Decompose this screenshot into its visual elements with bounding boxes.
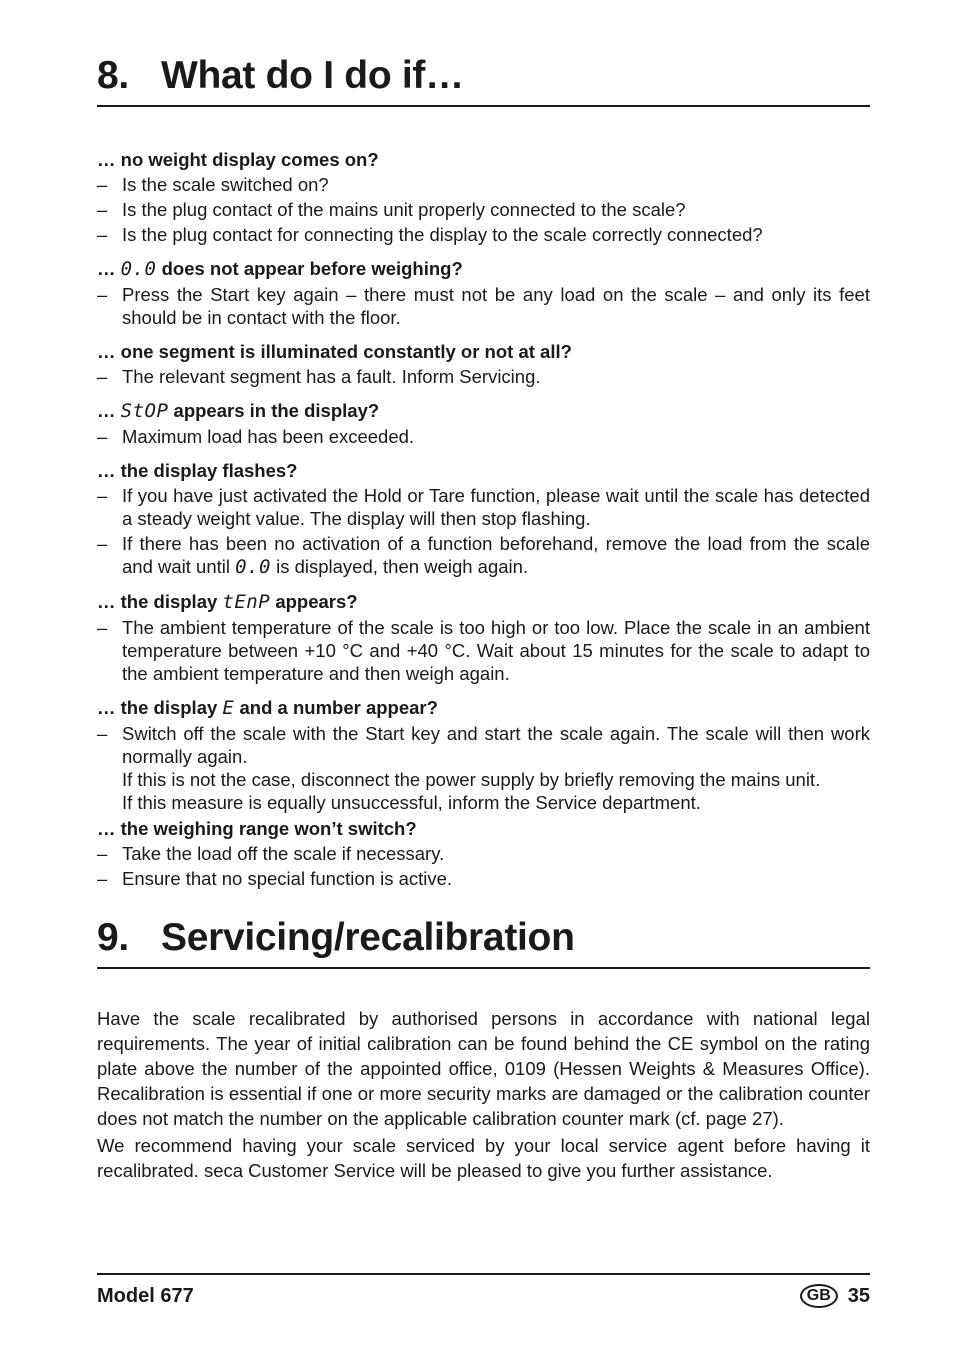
question: … the display flashes? (97, 460, 298, 481)
answer-item (97, 616, 870, 685)
answer-item (97, 867, 870, 890)
recalibration-paragraph: Have the scale recalibrated by authorised persons in accordance with national legal requirements. The year of initial calibration can be found behind the CE symbol on the rating plate above the number of the appointed office, 0109 (Hessen Weights & Measures Office). Recalibration is essential if one or more security marks are damaged or the calibration counter does not match the number on the applicable calibration counter mark (cf. page 27). (97, 1008, 870, 1129)
answer-fragment: Ensure that no special function is active. (122, 868, 453, 889)
dash-bullet: – (97, 366, 108, 387)
answer-text (122, 283, 870, 329)
answer-item (97, 842, 870, 865)
answer-text (122, 365, 870, 388)
page (97, 0, 870, 1183)
display-readout: E (222, 697, 235, 719)
answer-text (122, 484, 870, 530)
dash-bullet: – (97, 174, 108, 195)
question-text: appears? (270, 591, 358, 612)
question (97, 257, 870, 281)
answer-text (122, 223, 870, 246)
display-readout: tEnP (222, 591, 271, 613)
section-9-heading (97, 918, 870, 969)
answer-fragment: If you have just activated the Hold or Tare function, please wait until the scale has detected a steady weight value. The display will then stop flashing. (122, 485, 870, 529)
dash-bullet: – (97, 284, 108, 305)
dash-bullet: – (97, 485, 108, 506)
answer-fragment: Maximum load has been exceeded. (122, 426, 415, 447)
question-text: … the display (97, 697, 223, 718)
page-footer (97, 1273, 870, 1308)
section-number: 8. (97, 54, 129, 97)
answer-fragment: Press the Start key again – there must not be any load on the scale – and only its feet should be in contact with the floor. (122, 284, 870, 328)
question (97, 399, 870, 423)
answer-fragment: Take the load off the scale if necessary. (122, 843, 445, 864)
section-title: What do I do if… (161, 54, 464, 97)
answer-item (97, 173, 870, 196)
dash-bullet: – (97, 533, 108, 554)
service-paragraph: We recommend having your scale serviced by your local service agent before having it recalibrated. seca Customer Service will be pleased to give you further assistance. (97, 1135, 870, 1181)
question-text: and a number appear? (234, 697, 438, 718)
question-text: … (97, 400, 121, 421)
dash-bullet: – (97, 426, 108, 447)
answer-extra-line: If this measure is equally unsuccessful, inform the Service department. (122, 792, 701, 813)
answer-fragment: Is the plug contact for connecting the display to the scale correctly connected? (122, 224, 763, 245)
answer-fragment: The ambient temperature of the scale is too high or too low. Place the scale in an ambient temperature between +10 °C and +40 °C. Wait about 15 minutes for the scale to adapt to the ambient temperature and then weigh again. (122, 617, 870, 684)
answer-item (97, 365, 870, 388)
troubleshooting-list (97, 148, 870, 890)
question: … no weight display comes on? (97, 149, 379, 170)
answer-fragment: is displayed, then weigh again. (270, 556, 529, 577)
dash-bullet: – (97, 224, 108, 245)
answer-text (122, 425, 870, 448)
section-number: 9. (97, 916, 129, 959)
answer-fragment: Is the plug contact of the mains unit properly connected to the scale? (122, 199, 686, 220)
answer-fragment: The relevant segment has a fault. Inform Servicing. (122, 366, 541, 387)
dash-bullet: – (97, 199, 108, 220)
answer-text (122, 198, 870, 221)
answer-item (97, 484, 870, 530)
display-readout: 0.0 (235, 556, 271, 578)
answer-fragment: Switch off the scale with the Start key and start the scale again. The scale will then work normally again. (122, 723, 870, 767)
question (97, 696, 870, 720)
country-badge: GB (800, 1284, 838, 1308)
question-text: … (97, 258, 121, 279)
question: … the weighing range won’t switch? (97, 818, 417, 839)
answer-extra-line: If this is not the case, disconnect the power supply by briefly removing the mains unit. (122, 769, 821, 790)
dash-bullet: – (97, 843, 108, 864)
question-text: … the display (97, 591, 223, 612)
question: … one segment is illuminated constantly or not at all? (97, 341, 572, 362)
answer-text (122, 722, 870, 814)
model-label: Model 677 (97, 1284, 194, 1307)
question (97, 590, 870, 614)
answer-text (122, 867, 870, 890)
answer-text (122, 532, 870, 579)
footer-right (800, 1284, 870, 1308)
answer-fragment: If there has been no activation of a function beforehand, remove the load from the scale and wait until (122, 533, 870, 577)
dash-bullet: – (97, 868, 108, 889)
display-readout: StOP (120, 400, 169, 422)
answer-text (122, 173, 870, 196)
dash-bullet: – (97, 723, 108, 744)
section-title: Servicing/recalibration (161, 916, 575, 959)
answer-item (97, 223, 870, 246)
answer-fragment: Is the scale switched on? (122, 174, 329, 195)
dash-bullet: – (97, 617, 108, 638)
answer-text (122, 616, 870, 685)
section-8-heading (97, 56, 870, 107)
answer-item (97, 425, 870, 448)
answer-item (97, 283, 870, 329)
answer-item (97, 198, 870, 221)
page-number: 35 (847, 1284, 870, 1307)
answer-item (97, 722, 870, 814)
display-readout: 0.0 (120, 258, 157, 280)
answer-text (122, 842, 870, 865)
question-text: does not appear before weighing? (156, 258, 463, 279)
question-text: appears in the display? (168, 400, 380, 421)
answer-item (97, 532, 870, 579)
